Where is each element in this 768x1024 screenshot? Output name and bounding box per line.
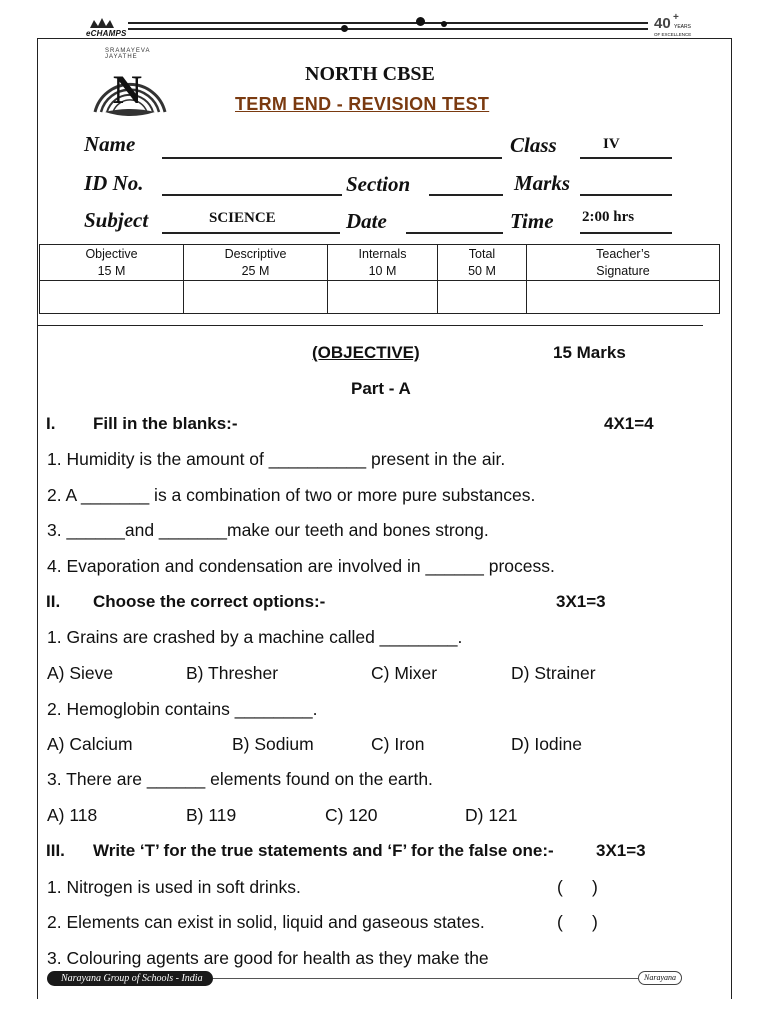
subject-field[interactable] (162, 232, 340, 234)
q2-title: Choose the correct options:- (93, 592, 326, 611)
time-value: 2:00 hrs (582, 209, 635, 225)
q2-option: D) Iodine (511, 734, 583, 754)
section-title: (OBJECTIVE) (312, 343, 420, 362)
q2-question: 2. Hemoglobin contains ________. (47, 699, 318, 719)
q3-item: 3. Colouring agents are good for health as they make the (47, 948, 489, 968)
header-dot (341, 25, 348, 32)
q2-option: A) Sieve (47, 663, 114, 683)
q3-answer-blank[interactable]: ( ) (557, 912, 598, 932)
anniversary-number: 40 (654, 15, 671, 32)
marks-field[interactable] (580, 194, 672, 196)
id-field[interactable] (162, 194, 342, 196)
q2-option: A) Calcium (47, 734, 133, 754)
signature-header: Teacher’s Signature (527, 245, 720, 281)
class-label: Class (510, 133, 557, 157)
anniversary-excellence: OF EXCELLENCE (654, 32, 692, 37)
q3-marks: 3X1=3 (596, 841, 646, 860)
footer-rule (213, 978, 638, 979)
total-header: Total 50 M (438, 245, 527, 281)
header-rule-top (128, 22, 648, 24)
section-field[interactable] (429, 194, 503, 196)
logo-motto: SRAMAYEVA JAYATHE (105, 48, 151, 60)
school-logo (85, 50, 175, 122)
internals-cell[interactable] (328, 281, 438, 314)
q2-number: II. (46, 592, 61, 611)
logo-letter: N (113, 67, 142, 112)
name-label: Name (84, 132, 136, 156)
subject-value: SCIENCE (209, 210, 276, 226)
time-field[interactable] (580, 232, 672, 234)
page-subtitle: TERM END - REVISION TEST (235, 94, 490, 114)
descriptive-cell[interactable] (184, 281, 328, 314)
q2-option: B) Thresher (186, 663, 279, 683)
footer-brand-text: Narayana (644, 973, 676, 982)
echamps-text: eCHAMPS (86, 29, 127, 38)
q3-item: 1. Nitrogen is used in soft drinks. (47, 877, 301, 897)
header-dot (416, 17, 425, 26)
time-label: Time (510, 209, 554, 233)
class-value: IV (603, 136, 620, 152)
anniversary-years: YEARS (674, 24, 691, 30)
footer-school-bar: Narayana Group of Schools - India (47, 971, 213, 986)
date-label: Date (346, 209, 387, 233)
echamps-logo (86, 16, 128, 38)
q1-item: 2. A _______ is a combination of two or more pure substances. (47, 485, 536, 505)
marks-table-header-row (40, 245, 720, 281)
q2-marks: 3X1=3 (556, 592, 606, 611)
objective-header: Objective 15 M (40, 245, 184, 281)
section-marks: 15 Marks (553, 343, 626, 362)
q2-option: D) Strainer (511, 663, 596, 683)
q1-item: 1. Humidity is the amount of __________ present in the air. (47, 449, 506, 469)
q1-item: 4. Evaporation and condensation are involved in ______ process. (47, 556, 555, 576)
header-rule-bottom (128, 28, 648, 30)
q2-option: B) Sodium (232, 734, 314, 754)
signature-cell[interactable] (527, 281, 720, 314)
date-field[interactable] (406, 232, 503, 234)
marks-label: Marks (514, 171, 571, 195)
objective-cell[interactable] (40, 281, 184, 314)
total-cell[interactable] (438, 281, 527, 314)
q2-option: C) Mixer (371, 663, 438, 683)
q1-item: 3. ______and _______make our teeth and bones strong. (47, 520, 489, 540)
part-label: Part - A (351, 379, 411, 398)
descriptive-header: Descriptive 25 M (184, 245, 328, 281)
subject-label: Subject (84, 208, 149, 232)
page-title: NORTH CBSE (305, 63, 435, 85)
q2-question: 1. Grains are crashed by a machine called ________. (47, 627, 463, 647)
header-dot (441, 21, 447, 27)
q3-answer-blank[interactable]: ( ) (557, 877, 598, 897)
q1-number: I. (46, 414, 56, 433)
q2-option: D) 121 (465, 805, 518, 825)
class-field[interactable] (580, 157, 672, 159)
footer-brand-logo (638, 971, 682, 985)
q3-title: Write ‘T’ for the true statements and ‘F’ for the false one:- (93, 841, 554, 860)
q2-option: A) 118 (47, 805, 98, 825)
name-field[interactable] (162, 157, 502, 159)
section-label: Section (346, 172, 411, 196)
marks-table-entry-row (40, 281, 720, 314)
q3-item: 2. Elements can exist in solid, liquid and gaseous states. (47, 912, 485, 932)
anniversary-plus: + (673, 12, 679, 23)
divider-rule (37, 325, 703, 326)
q1-marks: 4X1=4 (604, 414, 654, 433)
internals-header: Internals 10 M (328, 245, 438, 281)
q2-question: 3. There are ______ elements found on the earth. (47, 769, 433, 789)
marks-table (39, 244, 720, 314)
q3-number: III. (46, 841, 65, 860)
q1-title: Fill in the blanks:- (93, 414, 238, 433)
q2-option: C) Iron (371, 734, 425, 754)
q2-option: C) 120 (325, 805, 378, 825)
q2-option: B) 119 (186, 805, 237, 825)
id-label: ID No. (84, 171, 144, 195)
